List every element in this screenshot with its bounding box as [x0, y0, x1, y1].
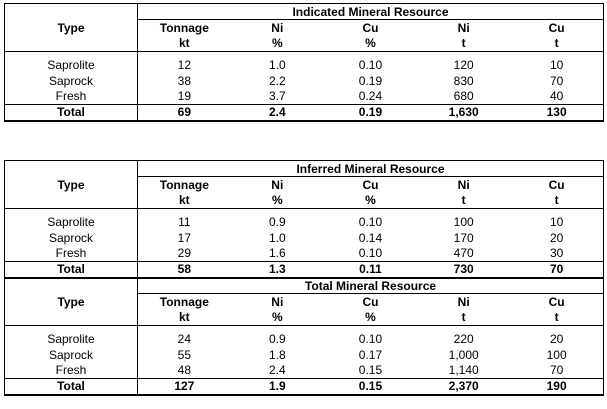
cell: 220	[453, 331, 474, 346]
col-header: Tonnage	[159, 20, 209, 35]
cell: 0.10	[358, 214, 383, 229]
col-unit: %	[271, 193, 283, 208]
table-row	[5, 89, 604, 105]
col-header: Cu	[510, 177, 603, 193]
cell: 20	[510, 331, 603, 347]
type-header: Type	[5, 4, 138, 52]
row-type: Saprolite	[5, 331, 138, 347]
cell: 2.4	[268, 363, 286, 378]
cell: 120	[453, 57, 474, 72]
cell: 17	[177, 230, 192, 245]
row-type: Saprolite	[5, 57, 138, 73]
cell: 2.2	[268, 73, 286, 88]
total-cell: 2.4	[231, 105, 324, 121]
row-type: Saprolite	[5, 214, 138, 230]
cell: 0.24	[358, 89, 383, 104]
total-cell: 69	[138, 105, 231, 121]
cell: 100	[453, 214, 474, 229]
cell: 0.10	[358, 57, 383, 72]
col-header: Tonnage	[159, 294, 209, 309]
table-title: Inferred Mineral Resource	[138, 161, 604, 177]
cell: 0.19	[358, 73, 383, 88]
total-row	[5, 262, 604, 278]
cell: 20	[510, 230, 603, 246]
col-unit: %	[365, 36, 376, 51]
cell: 680	[453, 89, 474, 104]
inferred-total-resource-table	[4, 160, 604, 396]
row-type: Fresh	[5, 246, 138, 262]
total-cell: 1.9	[231, 379, 324, 395]
cell: 1,140	[448, 363, 479, 378]
cell: 55	[177, 347, 192, 362]
col-unit: kt	[179, 193, 190, 208]
cell: 170	[453, 230, 474, 245]
col-unit: %	[365, 310, 376, 325]
cell: 0.17	[358, 347, 383, 362]
col-unit: %	[271, 310, 283, 325]
total-label: Total	[5, 105, 138, 121]
col-header: Cu	[510, 294, 603, 310]
col-header: Ni	[457, 294, 470, 309]
table-row	[5, 57, 604, 73]
cell: 48	[177, 363, 192, 378]
total-row	[5, 105, 604, 121]
col-header: Cu	[510, 20, 603, 36]
cell: 29	[177, 246, 192, 261]
row-type: Saprock	[5, 73, 138, 89]
cell: 0.10	[358, 246, 383, 261]
col-unit: t	[510, 36, 603, 52]
cell: 40	[510, 89, 603, 105]
cell: 19	[177, 89, 192, 104]
col-header: Ni	[457, 20, 470, 35]
total-cell: 0.15	[324, 379, 417, 395]
col-unit: t	[510, 310, 603, 326]
cell: 1.6	[268, 246, 286, 261]
col-unit: t	[461, 193, 466, 208]
total-cell: 2,370	[417, 379, 510, 395]
table-row	[5, 73, 604, 89]
cell: 70	[510, 363, 603, 379]
col-header: Ni	[457, 177, 470, 192]
cell: 11	[178, 214, 191, 229]
col-unit: t	[510, 193, 603, 209]
total-cell: 0.19	[324, 105, 417, 121]
cell: 12	[177, 57, 192, 72]
col-header: Cu	[362, 294, 379, 309]
indicated-resource-table	[4, 3, 604, 122]
total-label: Total	[5, 379, 138, 395]
cell: 0.14	[358, 230, 383, 245]
cell: 10	[510, 57, 603, 73]
cell: 1.8	[268, 347, 286, 362]
cell: 830	[453, 73, 474, 88]
total-label: Total	[5, 262, 138, 278]
cell: 0.15	[358, 363, 383, 378]
total-cell: 130	[510, 105, 603, 121]
row-type: Fresh	[5, 363, 138, 379]
table-row	[5, 363, 604, 379]
col-header: Cu	[362, 20, 379, 35]
cell: 38	[177, 73, 192, 88]
type-header: Type	[5, 161, 138, 209]
col-header: Tonnage	[159, 177, 209, 192]
cell: 100	[510, 347, 603, 363]
col-unit: %	[365, 193, 376, 208]
cell: 0.9	[268, 214, 286, 229]
table-row	[5, 246, 604, 262]
col-header: Ni	[271, 177, 284, 192]
cell: 1.0	[268, 57, 286, 72]
total-cell: 58	[138, 262, 231, 278]
total-cell: 1.3	[231, 262, 324, 278]
col-unit: kt	[179, 310, 190, 325]
cell: 70	[510, 73, 603, 89]
table-row	[5, 347, 604, 363]
col-unit: t	[461, 310, 466, 325]
cell: 24	[177, 331, 192, 346]
total-cell: 1,630	[417, 105, 510, 121]
cell: 0.9	[268, 331, 286, 346]
row-type: Saprock	[5, 230, 138, 246]
total-row	[5, 379, 604, 395]
table-title: Indicated Mineral Resource	[138, 4, 604, 20]
cell: 10	[510, 214, 603, 230]
col-unit: kt	[179, 36, 190, 51]
total-cell: 70	[510, 262, 603, 278]
table-row	[5, 230, 604, 246]
cell: 470	[453, 246, 474, 261]
cell: 30	[510, 246, 603, 262]
total-cell: 127	[138, 379, 231, 395]
table-row	[5, 331, 604, 347]
total-cell: 0.11	[324, 262, 417, 278]
row-type: Saprock	[5, 347, 138, 363]
col-header: Cu	[362, 177, 379, 192]
table-row	[5, 214, 604, 230]
total-cell: 730	[417, 262, 510, 278]
row-type: Fresh	[5, 89, 138, 105]
cell: 1,000	[448, 347, 479, 362]
total-cell: 190	[510, 379, 603, 395]
col-unit: t	[461, 36, 466, 51]
cell: 1.0	[268, 230, 286, 245]
cell: 3.7	[268, 89, 286, 104]
cell: 0.10	[358, 331, 383, 346]
table-title: Total Mineral Resource	[138, 278, 604, 294]
col-header: Ni	[271, 294, 284, 309]
col-unit: %	[271, 36, 283, 51]
type-header: Type	[5, 278, 138, 326]
col-header: Ni	[271, 20, 284, 35]
